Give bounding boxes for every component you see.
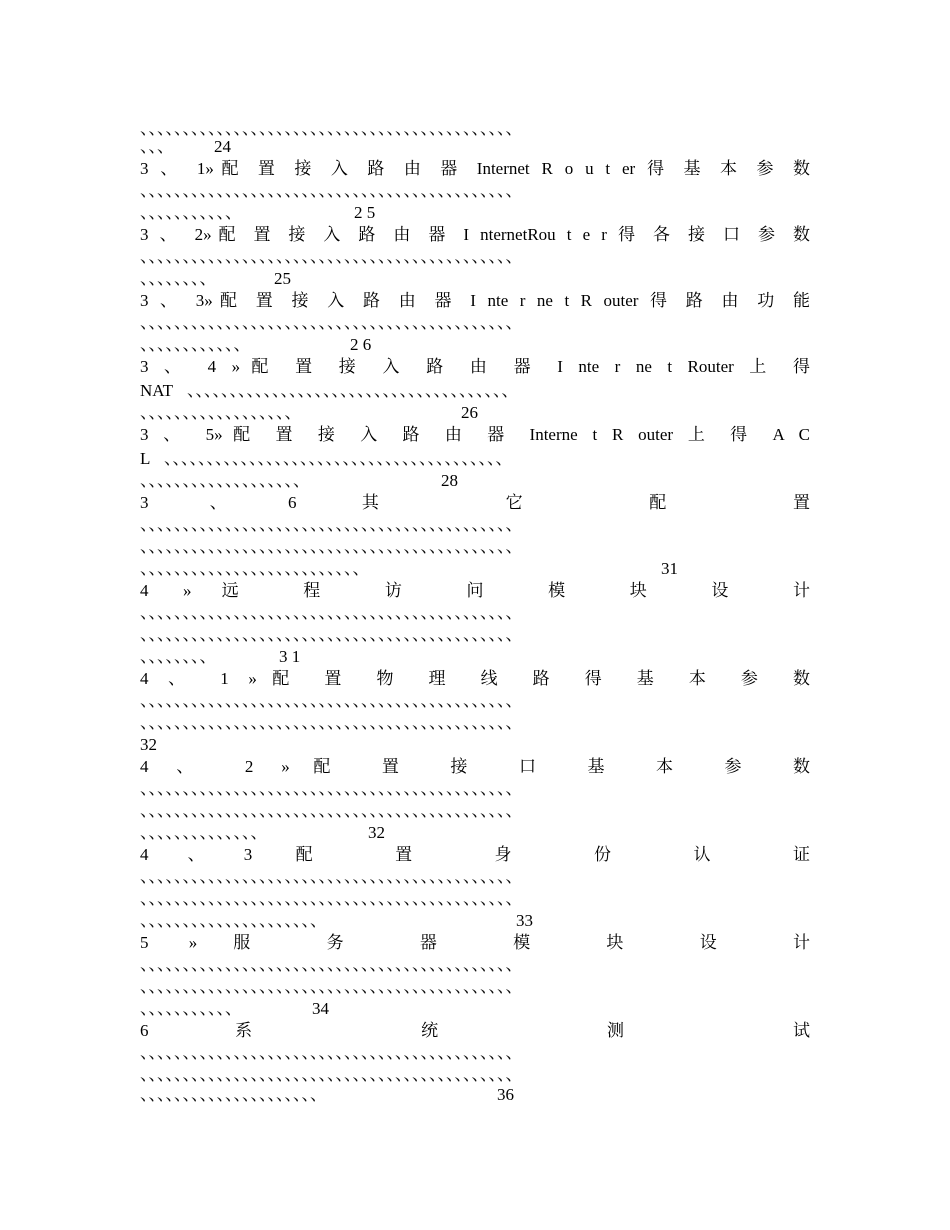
toc-leader-dots: 、、、、、、、、、、、、、、、、、、、、、、、、、、、、、、、、、、、、、、、、、、、、 bbox=[140, 515, 523, 534]
toc-leader-dots: 、、、、、、、、、、、、、、、、、、、、、、、、、、、、、、、、、、、、、、、、、、、、 bbox=[140, 313, 523, 332]
toc-leader-dots: 、、、、、、、、、、、、、、、、、、、、、、、、、、、、、、、、、、、、、、、、 bbox=[164, 449, 513, 468]
toc-page-number: 25 bbox=[274, 269, 291, 288]
toc-leader-dots: 、、、、、、、、、、、、、、、、、、、、、、、、、、、、、、、、、、、、、、、、、、、、 bbox=[140, 1065, 523, 1084]
toc-leader-dots: 、、、、、、、、、、、、、、、、、、、、、、、、、、、、、、、、、、、、、、、、、、、、 bbox=[140, 889, 523, 908]
toc-leader-dots: 、、、、、、、、、、、、、、、、、、、、、、、、、、、、、、、、、、、、、、、、、、、、 bbox=[140, 779, 523, 798]
toc-entry-title[interactable]: 3 、 5»配 置 接 入 路 由 器 Interne t R outer 上 得 A C bbox=[140, 425, 810, 444]
toc-leader-dots: 、、、、、、、、、、、、、、、、、、、、、、、、、、、、、、、、、、、、、、、、、、、、 bbox=[140, 119, 523, 138]
toc-page-number: 32 bbox=[140, 735, 157, 754]
toc-leader-dots: 、、、、、、、、 bbox=[140, 269, 217, 288]
toc-page-number: 34 bbox=[312, 999, 329, 1018]
toc-leader-dots: 、、、、、、、、、、、、、、、、、、、、、、、、、、、、、、、、、、、、、、、、、、、、 bbox=[140, 625, 523, 644]
toc-leader-dots: 、、、、、、、、、、、、、、、、、、、、、、、、、、、、、、、、、、、、、、、、、、、、 bbox=[140, 691, 523, 710]
toc-leader-dots: 、、、、、、、、、、、、、、、、、、、 bbox=[140, 471, 310, 490]
toc-entry-title[interactable]: 5 »服 务 器 模 块 设 计 bbox=[140, 933, 810, 952]
toc-entry-title[interactable]: 6 系 统 测 试 bbox=[140, 1021, 810, 1040]
toc-leader-dots: 、、、、、、、、、、、 bbox=[140, 203, 242, 222]
toc-entry-title-continuation bbox=[140, 380, 810, 402]
toc-leader-dots: 、、、、、、、、、、、、、、、、、、、、、 bbox=[140, 1085, 327, 1104]
toc-leader-dots: 、、、、、、、、、、、、、、、、、、、、、、、、、、、、、、、、、、、、、、、、、、、、 bbox=[140, 247, 523, 266]
toc-entry-title[interactable]: 4 »远 程 访 问 模 块 设 计 bbox=[140, 581, 810, 600]
toc-entry-title[interactable]: 4、3 配 置 身 份 认 证 bbox=[140, 845, 810, 864]
toc-leader-dots: 、、、、、、、、、、、、、、、、、、 bbox=[140, 403, 302, 422]
toc-leader-dots: 、、、、、、、、、、、、、、、、、、、、、、、、、、、、、、、、、、、、、、 bbox=[187, 381, 519, 400]
toc-page-number: 26 bbox=[461, 403, 478, 422]
toc-page-number: 2 6 bbox=[350, 335, 372, 354]
toc-page-number: 2 5 bbox=[354, 203, 376, 222]
toc-entry-title[interactable]: 3 、 4 »配 置 接 入 路 由 器 I nte r ne t Router 上 得 bbox=[140, 357, 810, 376]
toc-entry-title[interactable]: 4 、 2 »配 置 接 口 基 本 参 数 bbox=[140, 757, 810, 776]
toc-leader-dots: 、、、、、、、、、、、、 bbox=[140, 335, 251, 354]
toc-leader-dots: 、、、、、、、、、、、、、、、、、、、、、、、、、、、、、、、、、、、、、、、、、、、、 bbox=[140, 181, 523, 200]
toc-page-number: 31 bbox=[661, 559, 678, 578]
toc-page-number: 24 bbox=[214, 137, 231, 156]
toc-leader-dots: 、、、、、、、、、、、、、、、、、、、、、、、、、、、、、、、、、、、、、、、、、、、、 bbox=[140, 867, 523, 886]
toc-entry-title[interactable]: 4 、 1 »配 置 物 理 线 路 得 基 本 参 数 bbox=[140, 669, 810, 688]
toc-leader-dots: 、、、、、、、、、、、 bbox=[140, 999, 242, 1018]
toc-entry-title[interactable]: 3 、 1»配 置 接 入 路 由 器 Internet R o u t er 得 基 本 参 数 bbox=[140, 159, 810, 178]
toc-page-number: 3 1 bbox=[279, 647, 301, 666]
toc-leader-dots: 、、、、、、、、、、、、、、、、、、、、、、、、、、、、、、、、、、、、、、、、、、、、 bbox=[140, 955, 523, 974]
toc-leader-dots: 、、、 bbox=[140, 137, 174, 156]
toc-leader-dots: 、、、、、、、、、、、、、、、、、、、、、 bbox=[140, 911, 327, 930]
toc-leader-dots: 、、、、、、、、、、、、、、、、、、、、、、、、、、、、、、、、、、、、、、、、、、、、 bbox=[140, 977, 523, 996]
toc-entry-title[interactable]: 3 、 3»配 置 接 入 路 由 器 I nte r ne t R outer 得 路 由 功 能 bbox=[140, 291, 810, 310]
toc-page-number: 32 bbox=[368, 823, 385, 842]
toc-leader-dots: 、、、、、、、、、、、、、、、、、、、、、、、、、、 bbox=[140, 559, 370, 578]
toc-leader-dots: 、、、、、、、、、、、、、、、、、、、、、、、、、、、、、、、、、、、、、、、、、、、、 bbox=[140, 537, 523, 556]
toc-entry-title-part: NAT bbox=[140, 381, 173, 400]
toc-page-number: 28 bbox=[441, 471, 458, 490]
toc-leader-dots: 、、、、、、、、、、、、、、、、、、、、、、、、、、、、、、、、、、、、、、、、、、、、 bbox=[140, 801, 523, 820]
toc-leader-dots: 、、、、、、、、、、、、、、、、、、、、、、、、、、、、、、、、、、、、、、、、、、、、 bbox=[140, 1043, 523, 1062]
toc-page-number: 36 bbox=[497, 1085, 514, 1104]
toc-entry-title-part: L bbox=[140, 449, 150, 468]
toc-leader-dots: 、、、、、、、、 bbox=[140, 647, 217, 666]
toc-leader-dots: 、、、、、、、、、、、、、、、、、、、、、、、、、、、、、、、、、、、、、、、、、、、、 bbox=[140, 713, 523, 732]
toc-entry-title[interactable]: 3 、 2»配 置 接 入 路 由 器 I nternetRou t e r 得 各 接 口 参 数 bbox=[140, 225, 810, 244]
toc-leader-dots: 、、、、、、、、、、、、、、 bbox=[140, 823, 268, 842]
toc-entry-title[interactable]: 3、6 其 它 配 置 bbox=[140, 493, 810, 512]
toc-entry-title-continuation bbox=[140, 448, 810, 470]
toc-leader-dots: 、、、、、、、、、、、、、、、、、、、、、、、、、、、、、、、、、、、、、、、、、、、、 bbox=[140, 603, 523, 622]
toc-page-number: 33 bbox=[516, 911, 533, 930]
